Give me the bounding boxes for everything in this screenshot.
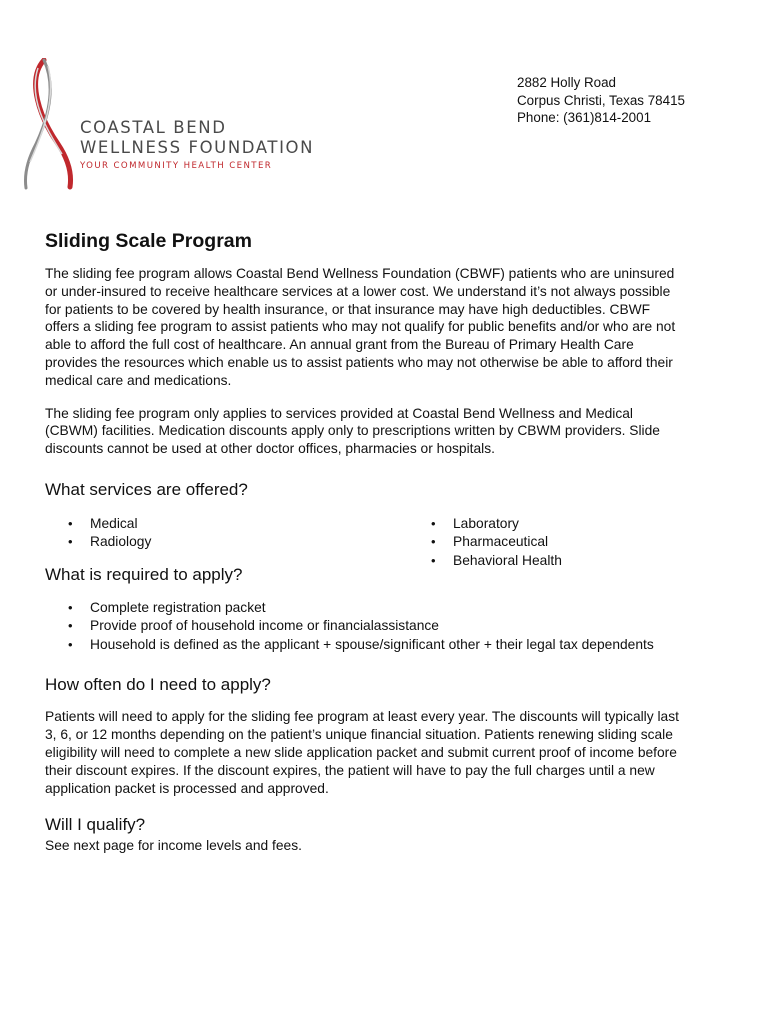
list-item: • Medical bbox=[45, 515, 151, 534]
intro-paragraph-2: The sliding fee program only applies to services provided at Coastal Bend Wellness and Medical (CBWM) facilities. Medication discounts apply only to prescriptions written by CBWM providers. Slide discounts cannot be used at other doctor offices, pharmacies or hospitals. bbox=[45, 405, 660, 457]
services-list-left bbox=[45, 515, 151, 552]
list-item: • Household is defined as the applicant + spouse/significant other + their legal tax dependents bbox=[45, 636, 685, 655]
qualify-heading: Will I qualify? bbox=[45, 815, 146, 835]
services-list-right bbox=[408, 515, 562, 571]
logo-tagline: YOUR COMMUNITY HEALTH CENTER bbox=[80, 161, 273, 171]
logo-wordmark bbox=[80, 118, 314, 171]
list-item: • Radiology bbox=[45, 533, 151, 552]
requirements-list bbox=[45, 599, 685, 655]
qualify-paragraph: See next page for income levels and fees. bbox=[45, 838, 302, 854]
list-item: • Provide proof of household income or financialassistance bbox=[45, 617, 685, 636]
frequency-heading: How often do I need to apply? bbox=[45, 675, 271, 695]
document-body bbox=[45, 230, 685, 855]
ribbon-icon bbox=[18, 58, 78, 193]
list-item: • Complete registration packet bbox=[45, 599, 685, 618]
address-street: 2882 Holly Road bbox=[517, 75, 617, 90]
address-phone: Phone: (361)814-2001 bbox=[517, 110, 652, 125]
foundation-logo bbox=[18, 58, 318, 193]
list-item: • Pharmaceutical bbox=[408, 533, 562, 552]
list-item: • Laboratory bbox=[408, 515, 562, 534]
logo-line-1: COASTAL BEND bbox=[80, 118, 227, 137]
address-block bbox=[517, 74, 685, 127]
page-title: Sliding Scale Program bbox=[45, 230, 252, 252]
intro-paragraph-1: The sliding fee program allows Coastal Bend Wellness Foundation (CBWF) patients who are uninsured or under-insured to receive healthcare services at a lower cost. We understand it’s not always possible for patients to be covered by health insurance, or that insurance may have high deductibles. CBWF offers a sliding fee program to assist patients who may not qualify for public benefits and/or who are not able to afford the full cost of healthcare. An annual grant from the Bureau of Primary Health Care provides the resources which enable us to assist patients who may not otherwise be able to afford their medical care and medications. bbox=[45, 266, 676, 388]
services-heading: What services are offered? bbox=[45, 479, 248, 499]
list-item: • Behavioral Health bbox=[408, 552, 562, 571]
services-lists bbox=[45, 515, 685, 575]
logo-line-2: WELLNESS FOUNDATION bbox=[80, 138, 315, 157]
frequency-paragraph: Patients will need to apply for the sliding fee program at least every year. The discounts will typically last 3, 6, or 12 months depending on the patient’s unique financial situation. Patients renewing sliding scale eligibility will need to complete a new slide application packet and submit current proof of income before their discount expires. If the discount expires, the patient will have to pay the full charges until a new application packet is processed and approved. bbox=[45, 709, 679, 796]
address-city: Corpus Christi, Texas 78415 bbox=[517, 92, 685, 108]
requirements-heading: What is required to apply? bbox=[45, 564, 243, 584]
